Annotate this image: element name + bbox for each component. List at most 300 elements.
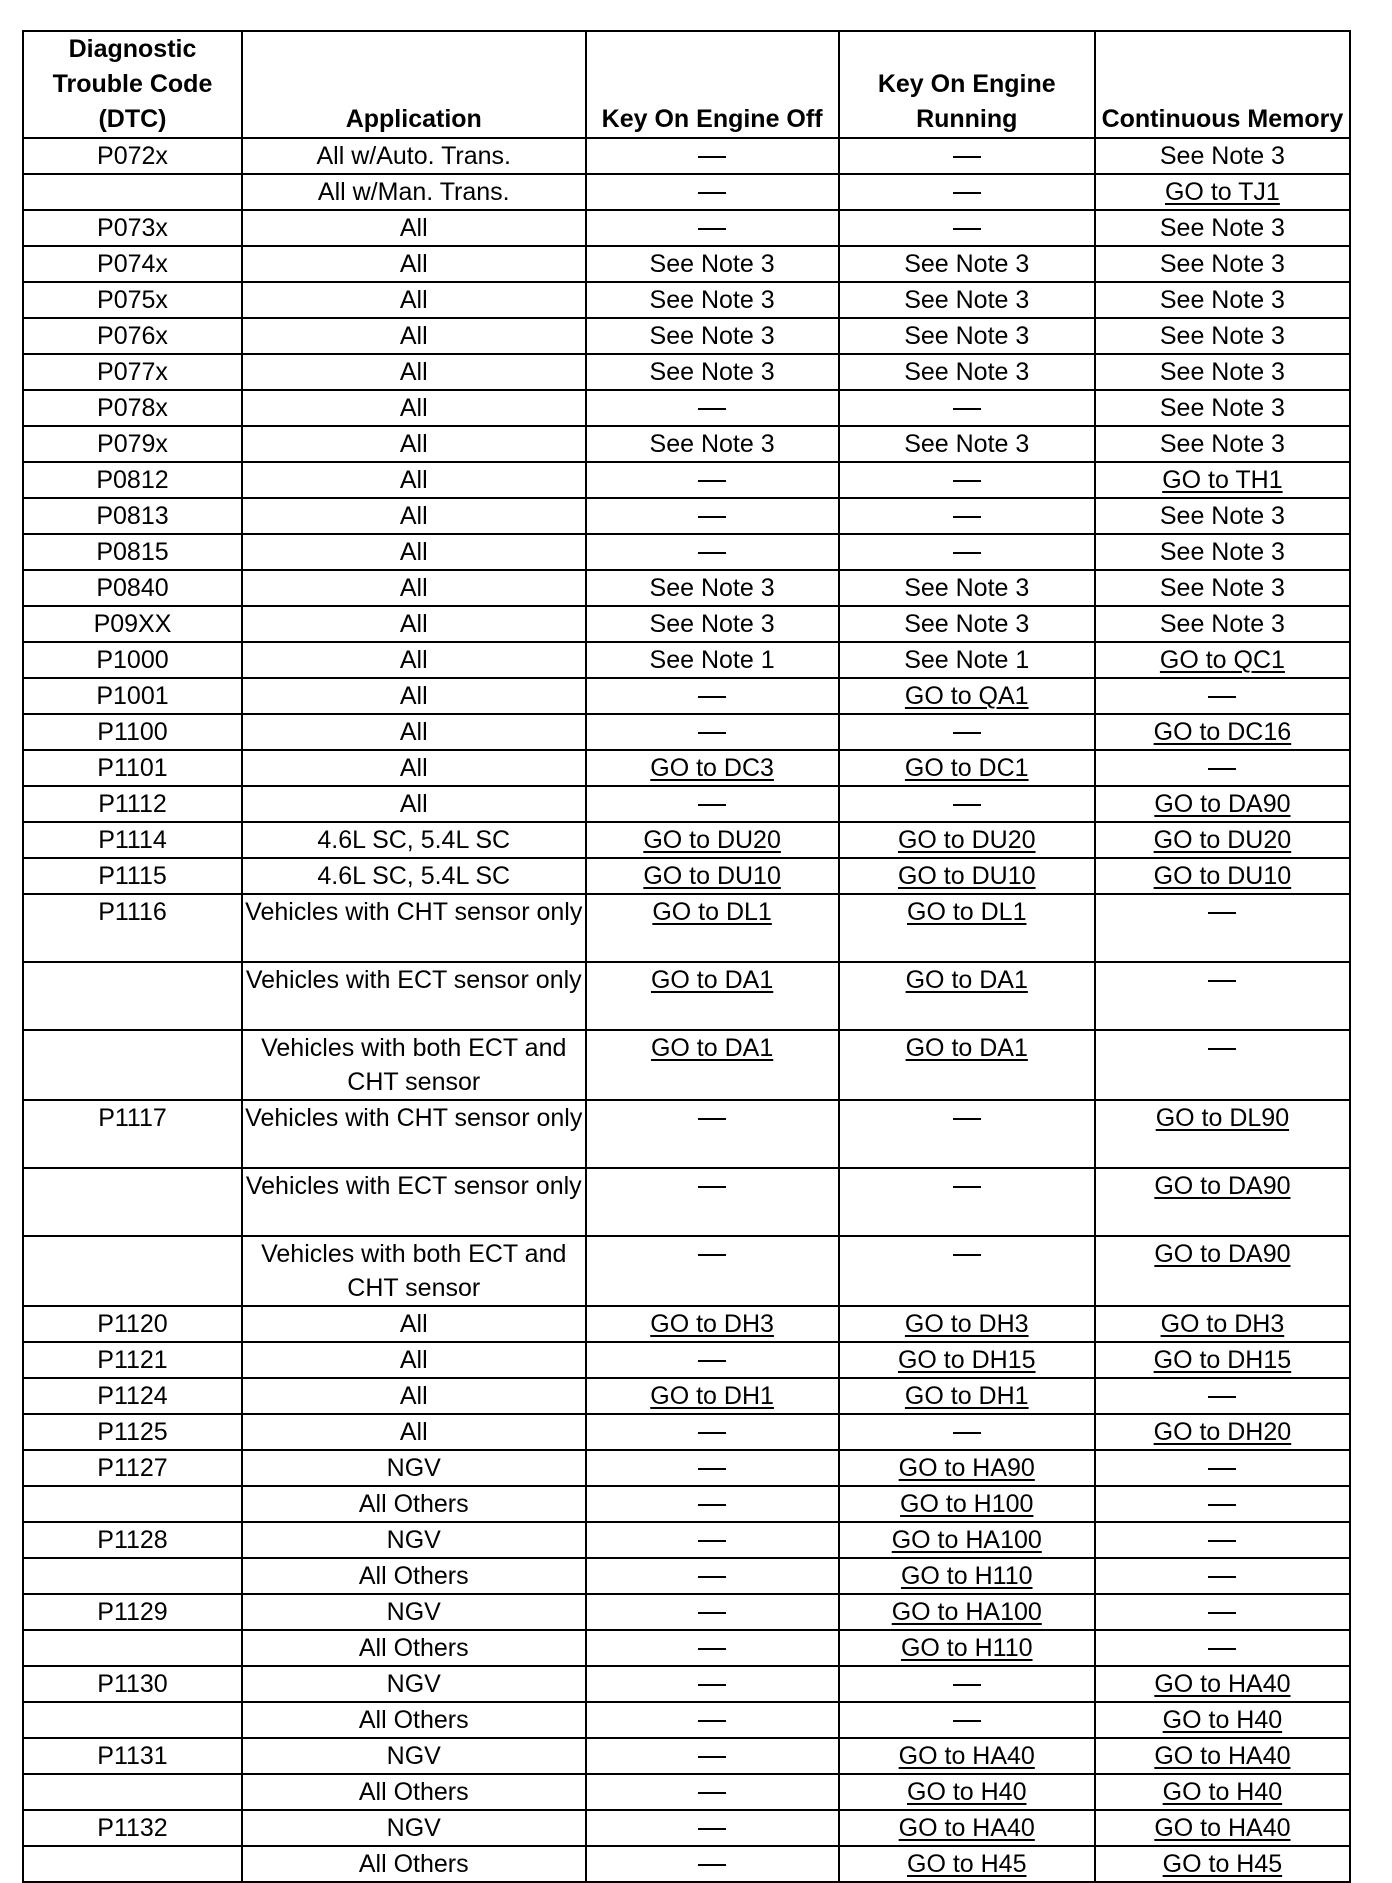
cell-key-on-engine-running — [839, 462, 1095, 498]
cell-application: All — [242, 642, 586, 678]
goto-link[interactable]: GO to H40 — [1162, 1706, 1283, 1734]
cell-key-on-engine-running — [839, 1414, 1095, 1450]
cell-dtc: P079x — [23, 426, 242, 462]
table-row — [23, 534, 1350, 570]
table-row — [23, 1846, 1350, 1882]
table-row — [23, 210, 1350, 246]
cell-key-on-engine-running — [839, 1450, 1095, 1486]
cell-continuous-memory — [1095, 1810, 1350, 1846]
cell-dtc: P1101 — [23, 750, 242, 786]
cell-application: Vehicles with ECT sensor only — [242, 962, 586, 1030]
cell-continuous-memory — [1095, 678, 1350, 714]
cell-dtc — [23, 1030, 242, 1100]
cell-application: All — [242, 678, 586, 714]
table-row — [23, 858, 1350, 894]
cell-continuous-memory: See Note 3 — [1095, 534, 1350, 570]
header-key-on-engine-running: Key On Engine Running — [839, 31, 1095, 138]
dash-mark — [698, 696, 726, 698]
cell-key-on-engine-off — [586, 1846, 839, 1882]
table-row — [23, 426, 1350, 462]
table-row — [23, 714, 1350, 750]
cell-dtc: P1114 — [23, 822, 242, 858]
cell-key-on-engine-running: See Note 3 — [839, 318, 1095, 354]
cell-continuous-memory: See Note 3 — [1095, 570, 1350, 606]
cell-dtc: P1100 — [23, 714, 242, 750]
cell-dtc: P1129 — [23, 1594, 242, 1630]
cell-dtc — [23, 174, 242, 210]
cell-key-on-engine-running — [839, 1522, 1095, 1558]
cell-key-on-engine-running: See Note 3 — [839, 426, 1095, 462]
cell-continuous-memory — [1095, 1414, 1350, 1450]
goto-link[interactable]: GO to DL1 — [652, 898, 772, 926]
goto-link[interactable]: GO to HA100 — [891, 1526, 1042, 1554]
table-row — [23, 1558, 1350, 1594]
cell-key-on-engine-running — [839, 858, 1095, 894]
cell-key-on-engine-off — [586, 1030, 839, 1100]
dash-mark — [698, 804, 726, 806]
cell-key-on-engine-running — [839, 1342, 1095, 1378]
cell-dtc: P1120 — [23, 1306, 242, 1342]
dash-mark — [698, 1792, 726, 1794]
cell-continuous-memory: See Note 3 — [1095, 498, 1350, 534]
cell-key-on-engine-off: See Note 3 — [586, 570, 839, 606]
goto-link[interactable]: GO to DL90 — [1155, 1104, 1290, 1132]
table-row — [23, 1100, 1350, 1168]
cell-application: All — [242, 1306, 586, 1342]
cell-application: All — [242, 282, 586, 318]
dash-mark — [1208, 1612, 1236, 1614]
goto-link[interactable]: GO to DA1 — [650, 966, 774, 994]
cell-key-on-engine-running — [839, 1100, 1095, 1168]
cell-application: Vehicles with CHT sensor only — [242, 1100, 586, 1168]
dash-mark — [953, 480, 981, 482]
cell-application: NGV — [242, 1738, 586, 1774]
cell-application: All — [242, 426, 586, 462]
table-row — [23, 1378, 1350, 1414]
table-row — [23, 1168, 1350, 1236]
cell-key-on-engine-off — [586, 962, 839, 1030]
dash-mark — [698, 480, 726, 482]
cell-continuous-memory — [1095, 1236, 1350, 1306]
cell-application: All Others — [242, 1558, 586, 1594]
table-row — [23, 1774, 1350, 1810]
cell-key-on-engine-running — [839, 962, 1095, 1030]
cell-key-on-engine-running: See Note 1 — [839, 642, 1095, 678]
cell-key-on-engine-off — [586, 390, 839, 426]
header-row — [23, 31, 1350, 138]
goto-link[interactable]: GO to DA1 — [905, 966, 1028, 994]
cell-dtc: P072x — [23, 138, 242, 174]
table-row — [23, 678, 1350, 714]
dash-mark — [698, 1684, 726, 1686]
cell-continuous-memory — [1095, 822, 1350, 858]
cell-application: Vehicles with CHT sensor only — [242, 894, 586, 962]
cell-key-on-engine-off — [586, 1486, 839, 1522]
cell-application: All w/Auto. Trans. — [242, 138, 586, 174]
dash-mark — [953, 1432, 981, 1434]
dash-mark — [953, 552, 981, 554]
cell-dtc: P078x — [23, 390, 242, 426]
goto-link[interactable]: GO to DH3 — [650, 1310, 774, 1338]
dash-mark — [1208, 768, 1236, 770]
dash-mark — [698, 1576, 726, 1578]
cell-dtc — [23, 1846, 242, 1882]
cell-application: All — [242, 606, 586, 642]
cell-key-on-engine-off — [586, 1594, 839, 1630]
cell-dtc: P1115 — [23, 858, 242, 894]
cell-application: All — [242, 318, 586, 354]
table-row — [23, 498, 1350, 534]
cell-continuous-memory — [1095, 174, 1350, 210]
dash-mark — [1208, 1576, 1236, 1578]
table-row — [23, 642, 1350, 678]
cell-dtc: P0813 — [23, 498, 242, 534]
cell-key-on-engine-off: See Note 3 — [586, 426, 839, 462]
dash-mark — [698, 1254, 726, 1256]
dash-mark — [698, 1360, 726, 1362]
dash-mark — [1208, 1396, 1236, 1398]
dash-mark — [1208, 696, 1236, 698]
cell-continuous-memory: See Note 3 — [1095, 318, 1350, 354]
cell-continuous-memory — [1095, 1738, 1350, 1774]
table-row — [23, 1594, 1350, 1630]
dash-mark — [953, 408, 981, 410]
cell-dtc: P1112 — [23, 786, 242, 822]
dash-mark — [698, 156, 726, 158]
cell-key-on-engine-off: See Note 3 — [586, 282, 839, 318]
cell-application: All Others — [242, 1486, 586, 1522]
cell-key-on-engine-running — [839, 894, 1095, 962]
cell-application: All — [242, 246, 586, 282]
cell-key-on-engine-off — [586, 678, 839, 714]
dash-mark — [698, 1540, 726, 1542]
cell-continuous-memory — [1095, 1030, 1350, 1100]
cell-key-on-engine-off: See Note 1 — [586, 642, 839, 678]
goto-link[interactable]: GO to DA90 — [1154, 790, 1291, 818]
dash-mark — [953, 1118, 981, 1120]
cell-key-on-engine-running — [839, 1378, 1095, 1414]
cell-continuous-memory — [1095, 786, 1350, 822]
cell-dtc: P1127 — [23, 1450, 242, 1486]
cell-continuous-memory — [1095, 642, 1350, 678]
cell-continuous-memory: See Note 3 — [1095, 210, 1350, 246]
table-row — [23, 570, 1350, 606]
cell-key-on-engine-off — [586, 1738, 839, 1774]
cell-continuous-memory — [1095, 858, 1350, 894]
cell-key-on-engine-running — [839, 1666, 1095, 1702]
table-row — [23, 1738, 1350, 1774]
cell-dtc: P076x — [23, 318, 242, 354]
goto-link[interactable]: GO to DC1 — [904, 754, 1029, 782]
cell-application: 4.6L SC, 5.4L SC — [242, 822, 586, 858]
table-row — [23, 1414, 1350, 1450]
dash-mark — [1208, 1648, 1236, 1650]
goto-link[interactable]: GO to DU20 — [897, 826, 1036, 854]
goto-link[interactable]: GO to DC16 — [1153, 718, 1292, 746]
cell-application: Vehicles with ECT sensor only — [242, 1168, 586, 1236]
dash-mark — [953, 192, 981, 194]
dash-mark — [698, 1648, 726, 1650]
table-row — [23, 390, 1350, 426]
dash-mark — [698, 1186, 726, 1188]
cell-dtc: P09XX — [23, 606, 242, 642]
goto-link[interactable]: GO to DH3 — [1160, 1310, 1285, 1338]
cell-continuous-memory — [1095, 1558, 1350, 1594]
table-row — [23, 822, 1350, 858]
dash-mark — [698, 1432, 726, 1434]
cell-application: NGV — [242, 1810, 586, 1846]
table-body — [23, 138, 1350, 1882]
dash-mark — [953, 156, 981, 158]
goto-link[interactable]: GO to TH1 — [1162, 466, 1283, 494]
cell-application: All — [242, 1378, 586, 1414]
goto-link[interactable]: GO to QC1 — [1159, 646, 1285, 674]
table-row — [23, 246, 1350, 282]
cell-dtc: P0812 — [23, 462, 242, 498]
goto-link[interactable]: GO to DU20 — [643, 826, 781, 854]
cell-application: All — [242, 786, 586, 822]
cell-key-on-engine-off — [586, 1378, 839, 1414]
dash-mark — [953, 1720, 981, 1722]
cell-key-on-engine-running: See Note 3 — [839, 354, 1095, 390]
cell-key-on-engine-off — [586, 1342, 839, 1378]
cell-key-on-engine-off — [586, 1100, 839, 1168]
dash-mark — [1208, 1504, 1236, 1506]
cell-key-on-engine-off — [586, 786, 839, 822]
cell-application: All — [242, 534, 586, 570]
cell-key-on-engine-running — [839, 1774, 1095, 1810]
cell-key-on-engine-off — [586, 1236, 839, 1306]
table-row — [23, 138, 1350, 174]
cell-continuous-memory: See Note 3 — [1095, 606, 1350, 642]
goto-link[interactable]: GO to DC3 — [650, 754, 774, 782]
goto-link[interactable]: GO to DA90 — [1154, 1240, 1291, 1268]
cell-key-on-engine-running — [839, 786, 1095, 822]
cell-key-on-engine-off — [586, 210, 839, 246]
cell-application: All — [242, 390, 586, 426]
cell-key-on-engine-running — [839, 822, 1095, 858]
goto-link[interactable]: GO to DL1 — [907, 898, 1027, 926]
cell-key-on-engine-running — [839, 498, 1095, 534]
goto-link[interactable]: GO to HA40 — [1154, 1742, 1291, 1770]
goto-link[interactable]: GO to DH1 — [650, 1382, 774, 1410]
cell-key-on-engine-off — [586, 822, 839, 858]
goto-link[interactable]: GO to DH20 — [1153, 1418, 1292, 1446]
cell-key-on-engine-running: See Note 3 — [839, 246, 1095, 282]
cell-key-on-engine-running — [839, 678, 1095, 714]
cell-application: All — [242, 714, 586, 750]
cell-key-on-engine-running — [839, 1738, 1095, 1774]
dash-mark — [698, 1468, 726, 1470]
cell-continuous-memory — [1095, 1486, 1350, 1522]
goto-link[interactable]: GO to H45 — [907, 1850, 1027, 1878]
dash-mark — [698, 732, 726, 734]
cell-key-on-engine-off: See Note 3 — [586, 354, 839, 390]
table-row — [23, 1236, 1350, 1306]
goto-link[interactable]: GO to HA40 — [898, 1742, 1035, 1770]
goto-link[interactable]: GO to DU10 — [643, 862, 781, 890]
cell-key-on-engine-running — [839, 174, 1095, 210]
cell-continuous-memory — [1095, 750, 1350, 786]
header-continuous-memory: Continuous Memory — [1095, 31, 1350, 138]
goto-link[interactable]: GO to DH15 — [897, 1346, 1036, 1374]
goto-link[interactable]: GO to DA1 — [650, 1034, 774, 1062]
cell-key-on-engine-off — [586, 1450, 839, 1486]
dash-mark — [698, 1118, 726, 1120]
table-row — [23, 962, 1350, 1030]
cell-key-on-engine-running — [839, 534, 1095, 570]
cell-application: NGV — [242, 1666, 586, 1702]
cell-continuous-memory — [1095, 1378, 1350, 1414]
cell-dtc: P1132 — [23, 1810, 242, 1846]
table-row — [23, 1522, 1350, 1558]
goto-link[interactable]: GO to DU10 — [897, 862, 1036, 890]
cell-key-on-engine-running — [839, 1594, 1095, 1630]
cell-dtc: P0840 — [23, 570, 242, 606]
cell-dtc: P1128 — [23, 1522, 242, 1558]
cell-continuous-memory — [1095, 1630, 1350, 1666]
cell-application: All Others — [242, 1702, 586, 1738]
cell-key-on-engine-running: See Note 3 — [839, 570, 1095, 606]
dash-mark — [953, 732, 981, 734]
cell-continuous-memory — [1095, 894, 1350, 962]
dash-mark — [1208, 1048, 1236, 1050]
dash-mark — [698, 1828, 726, 1830]
cell-key-on-engine-running: See Note 3 — [839, 606, 1095, 642]
cell-key-on-engine-off — [586, 750, 839, 786]
goto-link[interactable]: GO to DU10 — [1153, 862, 1292, 890]
cell-key-on-engine-off — [586, 138, 839, 174]
dash-mark — [953, 1254, 981, 1256]
goto-link[interactable]: GO to H110 — [900, 1562, 1033, 1590]
cell-application: All w/Man. Trans. — [242, 174, 586, 210]
cell-dtc: P1125 — [23, 1414, 242, 1450]
table-row — [23, 1450, 1350, 1486]
dash-mark — [698, 1864, 726, 1866]
goto-link[interactable]: GO to H110 — [900, 1634, 1033, 1662]
cell-continuous-memory — [1095, 1594, 1350, 1630]
table-row — [23, 894, 1350, 962]
goto-link[interactable]: GO to DH3 — [904, 1310, 1029, 1338]
cell-application: Vehicles with both ECT and CHT sensor — [242, 1030, 586, 1100]
cell-key-on-engine-running — [839, 1558, 1095, 1594]
cell-key-on-engine-off — [586, 462, 839, 498]
cell-key-on-engine-off — [586, 534, 839, 570]
cell-key-on-engine-running — [839, 1236, 1095, 1306]
dash-mark — [698, 1504, 726, 1506]
goto-link[interactable]: GO to DA1 — [905, 1034, 1028, 1062]
goto-link[interactable]: GO to H40 — [907, 1778, 1027, 1806]
goto-link[interactable]: GO to HA100 — [891, 1598, 1042, 1626]
cell-dtc: P074x — [23, 246, 242, 282]
goto-link[interactable]: GO to H40 — [1162, 1778, 1283, 1806]
goto-link[interactable]: GO to QA1 — [904, 682, 1029, 710]
cell-key-on-engine-off — [586, 1558, 839, 1594]
dash-mark — [953, 516, 981, 518]
table-row — [23, 1810, 1350, 1846]
cell-dtc: P073x — [23, 210, 242, 246]
cell-continuous-memory: See Note 3 — [1095, 138, 1350, 174]
cell-key-on-engine-running — [839, 1306, 1095, 1342]
cell-continuous-memory — [1095, 962, 1350, 1030]
goto-link[interactable]: GO to DU20 — [1153, 826, 1292, 854]
goto-link[interactable]: GO to HA40 — [1154, 1670, 1291, 1698]
header-dtc: Diagnostic Trouble Code (DTC) — [23, 31, 242, 138]
goto-link[interactable]: GO to HA40 — [898, 1814, 1035, 1842]
cell-key-on-engine-off — [586, 174, 839, 210]
cell-key-on-engine-running — [839, 714, 1095, 750]
cell-application: All — [242, 750, 586, 786]
cell-key-on-engine-running — [839, 1846, 1095, 1882]
dash-mark — [953, 1684, 981, 1686]
cell-key-on-engine-off — [586, 498, 839, 534]
cell-application: All Others — [242, 1774, 586, 1810]
cell-key-on-engine-off: See Note 3 — [586, 606, 839, 642]
goto-link[interactable]: GO to DA90 — [1154, 1172, 1291, 1200]
goto-link[interactable]: GO to HA90 — [898, 1454, 1035, 1482]
dash-mark — [1208, 1540, 1236, 1542]
dash-mark — [698, 1612, 726, 1614]
cell-application: All — [242, 1342, 586, 1378]
cell-continuous-memory — [1095, 1100, 1350, 1168]
table-row — [23, 1342, 1350, 1378]
cell-dtc: P1001 — [23, 678, 242, 714]
cell-continuous-memory: See Note 3 — [1095, 390, 1350, 426]
cell-application: All — [242, 498, 586, 534]
dash-mark — [1208, 912, 1236, 914]
cell-application: All — [242, 210, 586, 246]
cell-continuous-memory — [1095, 1666, 1350, 1702]
cell-key-on-engine-running — [839, 750, 1095, 786]
cell-key-on-engine-off — [586, 1630, 839, 1666]
cell-application: All — [242, 354, 586, 390]
table-row — [23, 1666, 1350, 1702]
cell-dtc: P077x — [23, 354, 242, 390]
cell-key-on-engine-running — [839, 210, 1095, 246]
goto-link[interactable]: GO to DH15 — [1153, 1346, 1292, 1374]
dash-mark — [698, 408, 726, 410]
table-row — [23, 282, 1350, 318]
dash-mark — [1208, 980, 1236, 982]
cell-application: All — [242, 1414, 586, 1450]
goto-link[interactable]: GO to H100 — [900, 1490, 1034, 1518]
dash-mark — [953, 228, 981, 230]
dash-mark — [698, 552, 726, 554]
table-row — [23, 1630, 1350, 1666]
cell-key-on-engine-running — [839, 1030, 1095, 1100]
cell-dtc: P1117 — [23, 1100, 242, 1168]
cell-dtc — [23, 1630, 242, 1666]
cell-key-on-engine-off — [586, 1414, 839, 1450]
cell-continuous-memory — [1095, 1774, 1350, 1810]
cell-key-on-engine-running — [839, 390, 1095, 426]
cell-continuous-memory — [1095, 1522, 1350, 1558]
goto-link[interactable]: GO to DH1 — [904, 1382, 1029, 1410]
goto-link[interactable]: GO to TJ1 — [1164, 178, 1280, 206]
dash-mark — [698, 516, 726, 518]
cell-key-on-engine-running — [839, 138, 1095, 174]
cell-continuous-memory: See Note 3 — [1095, 246, 1350, 282]
table-row — [23, 750, 1350, 786]
cell-key-on-engine-running — [839, 1810, 1095, 1846]
cell-application: All Others — [242, 1846, 586, 1882]
goto-link[interactable]: GO to H45 — [1162, 1850, 1283, 1878]
goto-link[interactable]: GO to HA40 — [1154, 1814, 1291, 1842]
cell-continuous-memory: See Note 3 — [1095, 354, 1350, 390]
dash-mark — [698, 1720, 726, 1722]
header-application: Application — [242, 31, 586, 138]
cell-dtc: P1130 — [23, 1666, 242, 1702]
